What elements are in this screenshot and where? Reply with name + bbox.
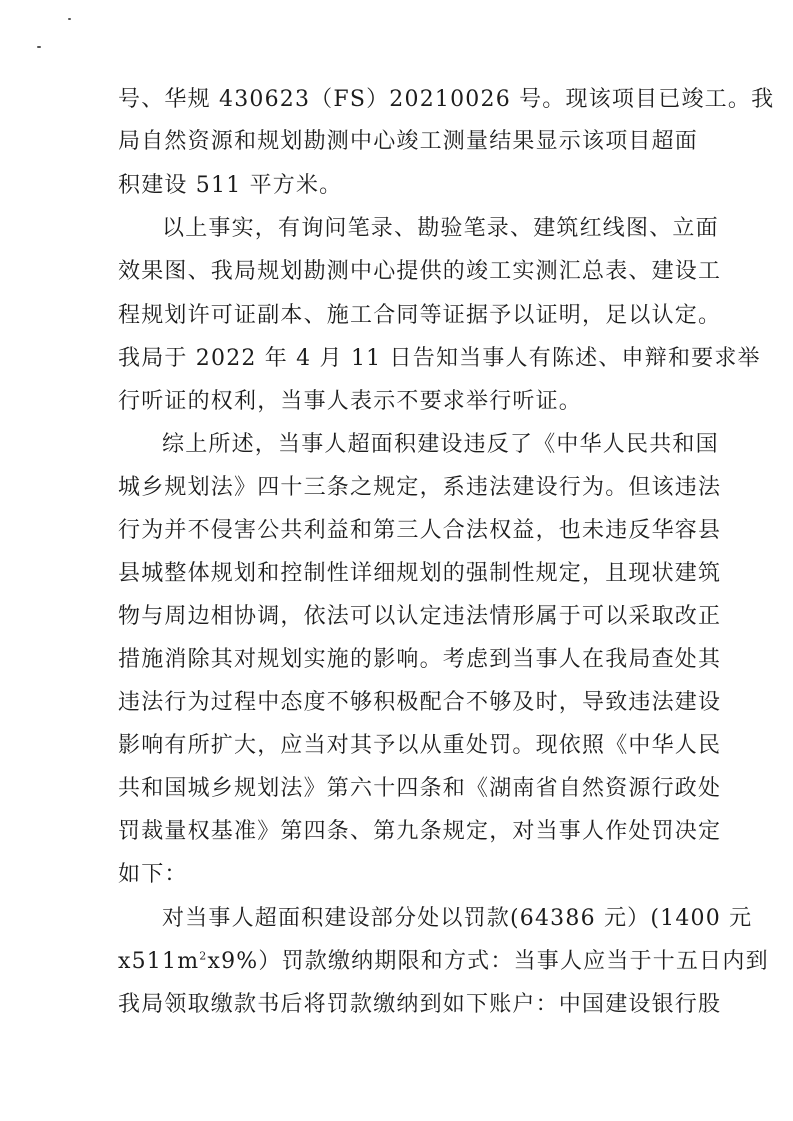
line-text: 程规划许可证副本、施工合同等证据予以证明，足以认定。 xyxy=(118,303,722,328)
text-line xyxy=(0,683,793,723)
text-line xyxy=(0,640,793,680)
text-line xyxy=(0,942,793,982)
line-text: 以上事实，有询问笔录、勘验笔录、建筑红线图、立面 xyxy=(162,216,719,241)
line-text-rest: x9%）罚款缴纳期限和方式：当事人应当于十五日内到 xyxy=(207,949,769,974)
text-line xyxy=(0,855,793,895)
line-text: 效果图、我局规划勘测中心提供的竣工实测汇总表、建设工 xyxy=(118,259,722,284)
text-line xyxy=(0,554,793,594)
text-line xyxy=(0,122,793,162)
text-line xyxy=(0,339,793,379)
line-text: 罚裁量权基准》第四条、第九条规定，对当事人作处罚决定 xyxy=(118,819,722,844)
line-text: 号、华规 430623（FS）20210026 号。现该项目已竣工。我 xyxy=(118,87,775,112)
paragraph-first-line xyxy=(0,425,793,465)
paragraph-first-line xyxy=(0,899,793,939)
line-text: 我局领取缴款书后将罚款缴纳到如下账户：中国建设银行股 xyxy=(118,992,722,1017)
superscript-two: 2 xyxy=(199,949,208,963)
text-line xyxy=(0,468,793,508)
line-text: 局自然资源和规划勘测中心竣工测量结果显示该项目超面 xyxy=(118,129,699,154)
line-text: 城乡规划法》四十三条之规定，系违法建设行为。但该违法 xyxy=(118,475,722,500)
scan-speck xyxy=(68,18,71,20)
line-text: 对当事人超面积建设部分处以罚款(64386 元）(1400 元 xyxy=(162,906,753,931)
line-text: 措施消除其对规划实施的影响。考虑到当事人在我局查处其 xyxy=(118,647,722,672)
text-line xyxy=(0,382,793,422)
text-line xyxy=(0,511,793,551)
text-line xyxy=(0,985,793,1025)
line-text: 影响有所扩大，应当对其予以从重处罚。现依照《中华人民 xyxy=(118,733,722,758)
line-text xyxy=(118,942,769,982)
line-text: 如下： xyxy=(118,862,188,887)
area-unit-text: x511m xyxy=(118,949,200,974)
scan-speck xyxy=(37,46,41,48)
line-text: 违法行为过程中态度不够积极配合不够及时，导致违法建设 xyxy=(118,690,722,715)
line-text: 共和国城乡规划法》第六十四条和《湖南省自然资源行政处 xyxy=(118,776,722,801)
text-line xyxy=(0,726,793,766)
text-line xyxy=(0,252,793,292)
text-line xyxy=(0,296,793,336)
line-text: 物与周边相协调，依法可以认定违法情形属于可以采取改正 xyxy=(118,604,722,629)
text-line xyxy=(0,166,793,206)
line-text: 我局于 2022 年 4 月 11 日告知当事人有陈述、申辩和要求举 xyxy=(118,346,761,371)
line-text: 行为并不侵害公共利益和第三人合法权益，也未违反华容县 xyxy=(118,518,722,543)
line-text: 县城整体规划和控制性详细规划的强制性规定，且现状建筑 xyxy=(118,561,722,586)
text-line xyxy=(0,597,793,637)
paragraph-first-line xyxy=(0,209,793,249)
line-text: 行听证的权利，当事人表示不要求举行听证。 xyxy=(118,389,583,414)
text-line xyxy=(0,769,793,809)
text-line xyxy=(0,812,793,852)
text-line xyxy=(0,80,793,120)
line-text: 积建设 511 平方米。 xyxy=(118,173,343,198)
line-text: 综上所述，当事人超面积建设违反了《中华人民共和国 xyxy=(162,432,719,457)
